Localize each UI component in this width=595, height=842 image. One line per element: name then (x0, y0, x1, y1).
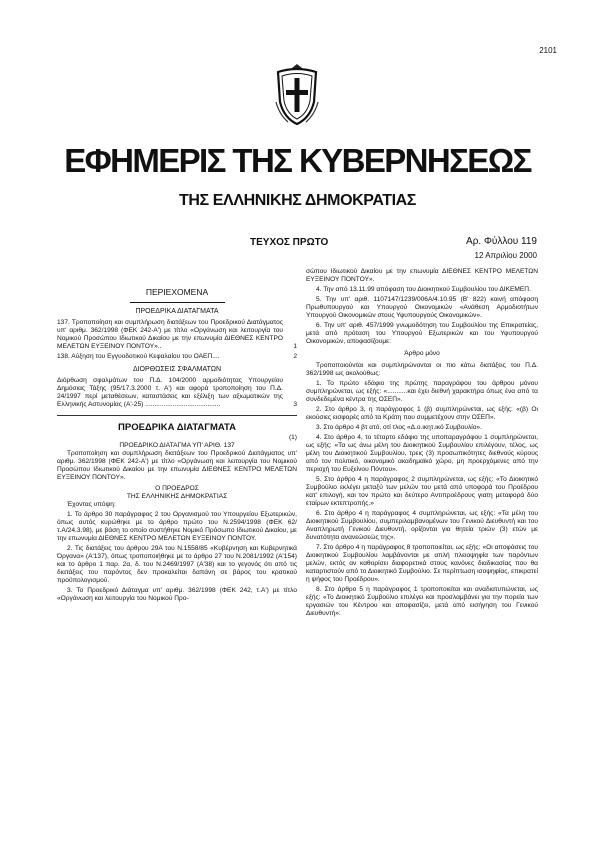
coat-of-arms-emblem (274, 62, 320, 126)
toc-entry[interactable] (57, 319, 297, 351)
left-column (57, 268, 297, 605)
decrees-heading: ΠΡΟΕΔΡΙΚΑ ΔΙΑΤΑΓΜΑΤΑ (118, 422, 236, 433)
article-item: 5. Στο άρθρο 4 η παράγραφος 2 συμπληρώνεται, ως εξής: «Το Διοικητικό Συμβούλιο εκλέγει μεταξύ των μελών του μετά από υποφορά του Προέδρου κατ' επιλογή, και τον πρώτο και δεύτερο Αντιπροέδρους γιατη μεταφορά δύο εταίρων εκτεπτροπής.» (306, 476, 538, 507)
toc-entry[interactable] (57, 353, 297, 361)
president-heading: Ο ΠΡΟΕΔΡΟΣ (155, 485, 199, 492)
toc-entry[interactable] (57, 377, 297, 409)
decree-paragraph: σώπου Ιδιωτικού Δικαίου με την επωνυμία ΔΙΕΘΝΕΣ ΚΕΝΤΡΟ ΜΕΛΕΤΩΝ ΕΥΞΕΙΝΟΥ ΠΟΝΤΟΥ». (306, 268, 538, 283)
article-intro: Τροποποιούνται και συμπληρώνονται οι πιο κάτω διατάξεις του Π.Δ. 362/1998 ως ακολούθως: (306, 362, 538, 377)
issue-label: ΤΕΥΧΟΣ ΠΡΩΤΟ (250, 237, 329, 248)
section-divider (57, 415, 297, 416)
republic-heading: ΤΗΣ ΕΛΛΗΝΙΚΗΣ ΔΗΜΟΚΡΑΤΙΑΣ (126, 493, 228, 500)
contents-section-corrections: ΔΙΟΡΘΩΣΕΙΣ ΣΦΑΛΜΑΤΩΝ (132, 366, 222, 373)
toc-entry-text: 137. Τροποποίηση και συμπλήρωση διατάξεων του Προεδρικού Διατάγματος υπ' αριθμ. 362/1998 (ΦΕΚ 242-Α') με τίτλο «Οργάνωση και λειτουργία του Νομικού Προσώπου Ιδιωτικού Δικαίου με την επωνυμία ΔΙΕΘΝΕΣ ΚΕΝΤΡΟ ΜΕΛΕΤΩΝ ΕΥΞΕΙΝΟΥ ΠΟΝΤΟΥ».. (57, 319, 283, 350)
decree-paragraph: 6. Την υπ' αριθ. 457/1999 γνωμοδότηση του Συμβουλίου της Επικρατείας, μετά από πρόταση του Υπουργού Εξωτερικών και του Υφυπουργού Οικονομικών, αποφασίζουμε: (306, 322, 538, 345)
toc-entry-page: 3 (293, 401, 297, 408)
gazette-title: ΕΦΗΜΕΡΙΣ ΤΗΣ ΚΥΒΕΡΝΗΣΕΩΣ (64, 142, 531, 179)
right-column (306, 268, 538, 620)
footnote-marker: (1) (288, 434, 297, 441)
article-item: 2. Στο άρθρο 3, η παράγραφος 1 (β) συμπληρώνεται, ως εξής: «(β) Οι εκούσιες εισφορές από τα Κράτη που συμμετέχουν στην ΟΣΕΠ». (306, 406, 538, 421)
page-number: 2101 (539, 46, 557, 55)
sheet-number: Αρ. Φύλλου 119 (466, 236, 537, 247)
issue-date: 12 Απριλίου 2000 (474, 251, 537, 260)
toc-entry-text: 138. Αύξηση του Εγγυοδοτικού Κεφαλαίου του ΟΑΕΠ.... (57, 353, 220, 360)
decree-title: Τροποποίηση και συμπλήρωση διατάξεων του Προεδρικού Διατάγματος υπ' αριθμ. 362/1998 (ΦΕΚ 242-Α') με τίτλο «Οργάνωση και λειτουργία του Νομικού Προσώπου Ιδιωτικού Δικαίου με την επωνυμία ΔΙΕΘΝΕΣ ΚΕΝΤΡΟ ΜΕΛΕΤΩΝ ΕΥΞΕΙΝΟΥ ΠΟΝΤΟΥ». (57, 450, 297, 481)
contents-divider (130, 302, 225, 303)
toc-entry-page: 1 (293, 343, 297, 350)
toc-entry-text: Διόρθωση σφαλμάτων του Π.Δ. 104/2000 αρμοδιότητας Υπουργείου Δημόσιας Τάξης (95/17.3.2000 τ. Α') και αφορά τροποποίηση του Π.Δ. 24/1997 περί μεταθέσεων, καταστάσεις και εξέλιξη των αξιωματικών της Ελληνικής Αστυνομίας (Α'-25) ......................................... (57, 377, 283, 408)
contents-heading: ΠΕΡΙΕΧΟΜΕΝΑ (145, 287, 209, 297)
decree-paragraph: 3. Το Προεδρικό Διάταγμα υπ' αριθμ. 362/1998 (ΦΕΚ 242, τ.Α') με τίτλο «Οργάνωση και λειτουργία του Νομικού Προ- (57, 587, 297, 602)
article-item: 3. Στο άρθρο 4 βτ ατό, οτί τλος «Δ.ο.ικητ.ικό Συμβουλίο». (316, 424, 482, 431)
article-item: 6. Στο άρθρο 4 η παράγραφος 4 συμπληρώνεται, ως εξής: «Τα μέλη του Διοικητικού Συμβουλίου, συμπεριλαμβανομένων του Γενικού Διευθυντή και του Αναπληρωτή Γενικού Διευθυντή, ορίζονται για θητεία τριών (3) ετών με δυνατότητα ανανεώσεώς της». (306, 510, 538, 541)
article-item: 4. Στο άρθρο 4, το τέταρτο εδάφιο της υποπαραγράφου 1 συμπληρώνεται, ως εξής: «Τα ως άνω μέλη του Διοικητικού Συμβουλίου επιλέγουν, τέλος, ως μέλη του Διοικητικού Συμβουλίου, τρεις (3) προσωπικότητες διεθνούς κύρους από τον πολιτικό, οικονομικό ακαδημαϊκό χώρο, μη προερχόμενες από την περιοχή του Ευξείνου Πόντου». (306, 434, 538, 473)
article-item: 1. Το πρώτο εδάφιο της πρώτης παραγράφου του άρθρου μόνου συμπληρώνεται, ως εξής: «...........και έχει διεθνή χαρακτήρα όπως ένα από τα συνδεδεμένα κέντρα της ΟΣΕΠ». (306, 380, 538, 403)
decree-number: ΠΡΟΕΔΡΙΚΟ ΔΙΑΤΑΓΜΑ ΥΠ' ΑΡΙΘ. 137 (119, 442, 235, 449)
article-heading: Άρθρο μόνο (404, 350, 440, 357)
contents-section-decrees: ΠΡΟΕΔΡΙΚΑ ΔΙΑΤΑΓΜΑΤΑ (135, 308, 219, 315)
article-item: 7. Στο άρθρο 4 η παράγραφος 8 τροποποιείται, ως εξής: «Οι αποφάσεις του Διοικητικού Συμβουλίου λαμβάνονται με απλή πλειοψηφία των παρόντων μελών, εκτός αν καθορίσει διαφορετικά στους κανόνες διαδικασίας που θα καταρτιστούν από το Διοικητικό Συμβούλιο. Σε περίπτωση ισοψηφίας, επικρατεί η ψήφος του Προέδρου». (306, 544, 538, 583)
decree-paragraph: 4. Την από 13.11.99 απόφαση του Διοικητικού Συμβουλίου του ΔΙΚΕΜΕΠ. (316, 286, 531, 293)
toc-entry-page: 2 (293, 353, 297, 360)
article-item: 8. Στο άρθρο 5 η παράγραφος 1 τροποποιείται και αναδιατυπώνεται, ως εξής: «Το Διοικητικό Συμβούλιο επιλέγει και προσλαμβάνει για την πορεία των εργασιών του Κέντρου και αποφασίζει, μετά από εισήγηση του Γενικού Διευθυντή»: (306, 586, 538, 617)
gazette-subtitle: ΤΗΣ ΕΛΛΗΝΙΚΗΣ ΔΗΜΟΚΡΑΤΙΑΣ (179, 192, 416, 209)
decree-paragraph: 1. Το άρθρο 30 παράγραφος 2 του Οργανισμού του Υπουργείου Εξωτερικών, όπως αυτός κυρώθηκε με το άρθρο πρώτο του Ν.2594/1998 (ΦΕΚ 62/τ.Α/24.3.98), με βάση το οποίο συστήθηκε Νομικό Πρόσωπο Ιδιωτικού Δικαίου, με την επωνυμία ΔΙΕΘΝΕΣ ΚΕΝΤΡΟ ΜΕΛΕΤΩΝ ΕΥΞΕΙΝΟΥ ΠΟΝΤΟΥ. (57, 511, 297, 542)
decree-paragraph: 5. Την υπ' αριθ. 1107147/1239/006Α/4.10.95 (Β' 822) κοινή απόφαση Πρωθυπουργού και Υπουργού Οικονομικών «Ανάθεση Αρμοδιοτήτων Υπουργού Οικονομικών στους Υφυπουργούς Οικονομικών». (306, 296, 538, 319)
decree-paragraph: 2. Τις διατάξεις του άρθρου 29Α του Ν.1558/85 «Κυβέρνηση και Κυβερνητικά Όργανα» (Α'137), όπως τροποποιήθηκε με το άρθρο 27 του Ν.2081/1992 (Α'154) και το άρθρο 1 παρ. 2α, δ. του Ν.2469/1997 (Α'38) και το γεγονός ότι από τις διατάξεις του παρόντος δεν προκαλείται δαπάνη σε βάρος του κρατικού προϋπολογισμού. (57, 545, 297, 584)
having-considered: Έχοντας υπόψη: (67, 501, 116, 508)
